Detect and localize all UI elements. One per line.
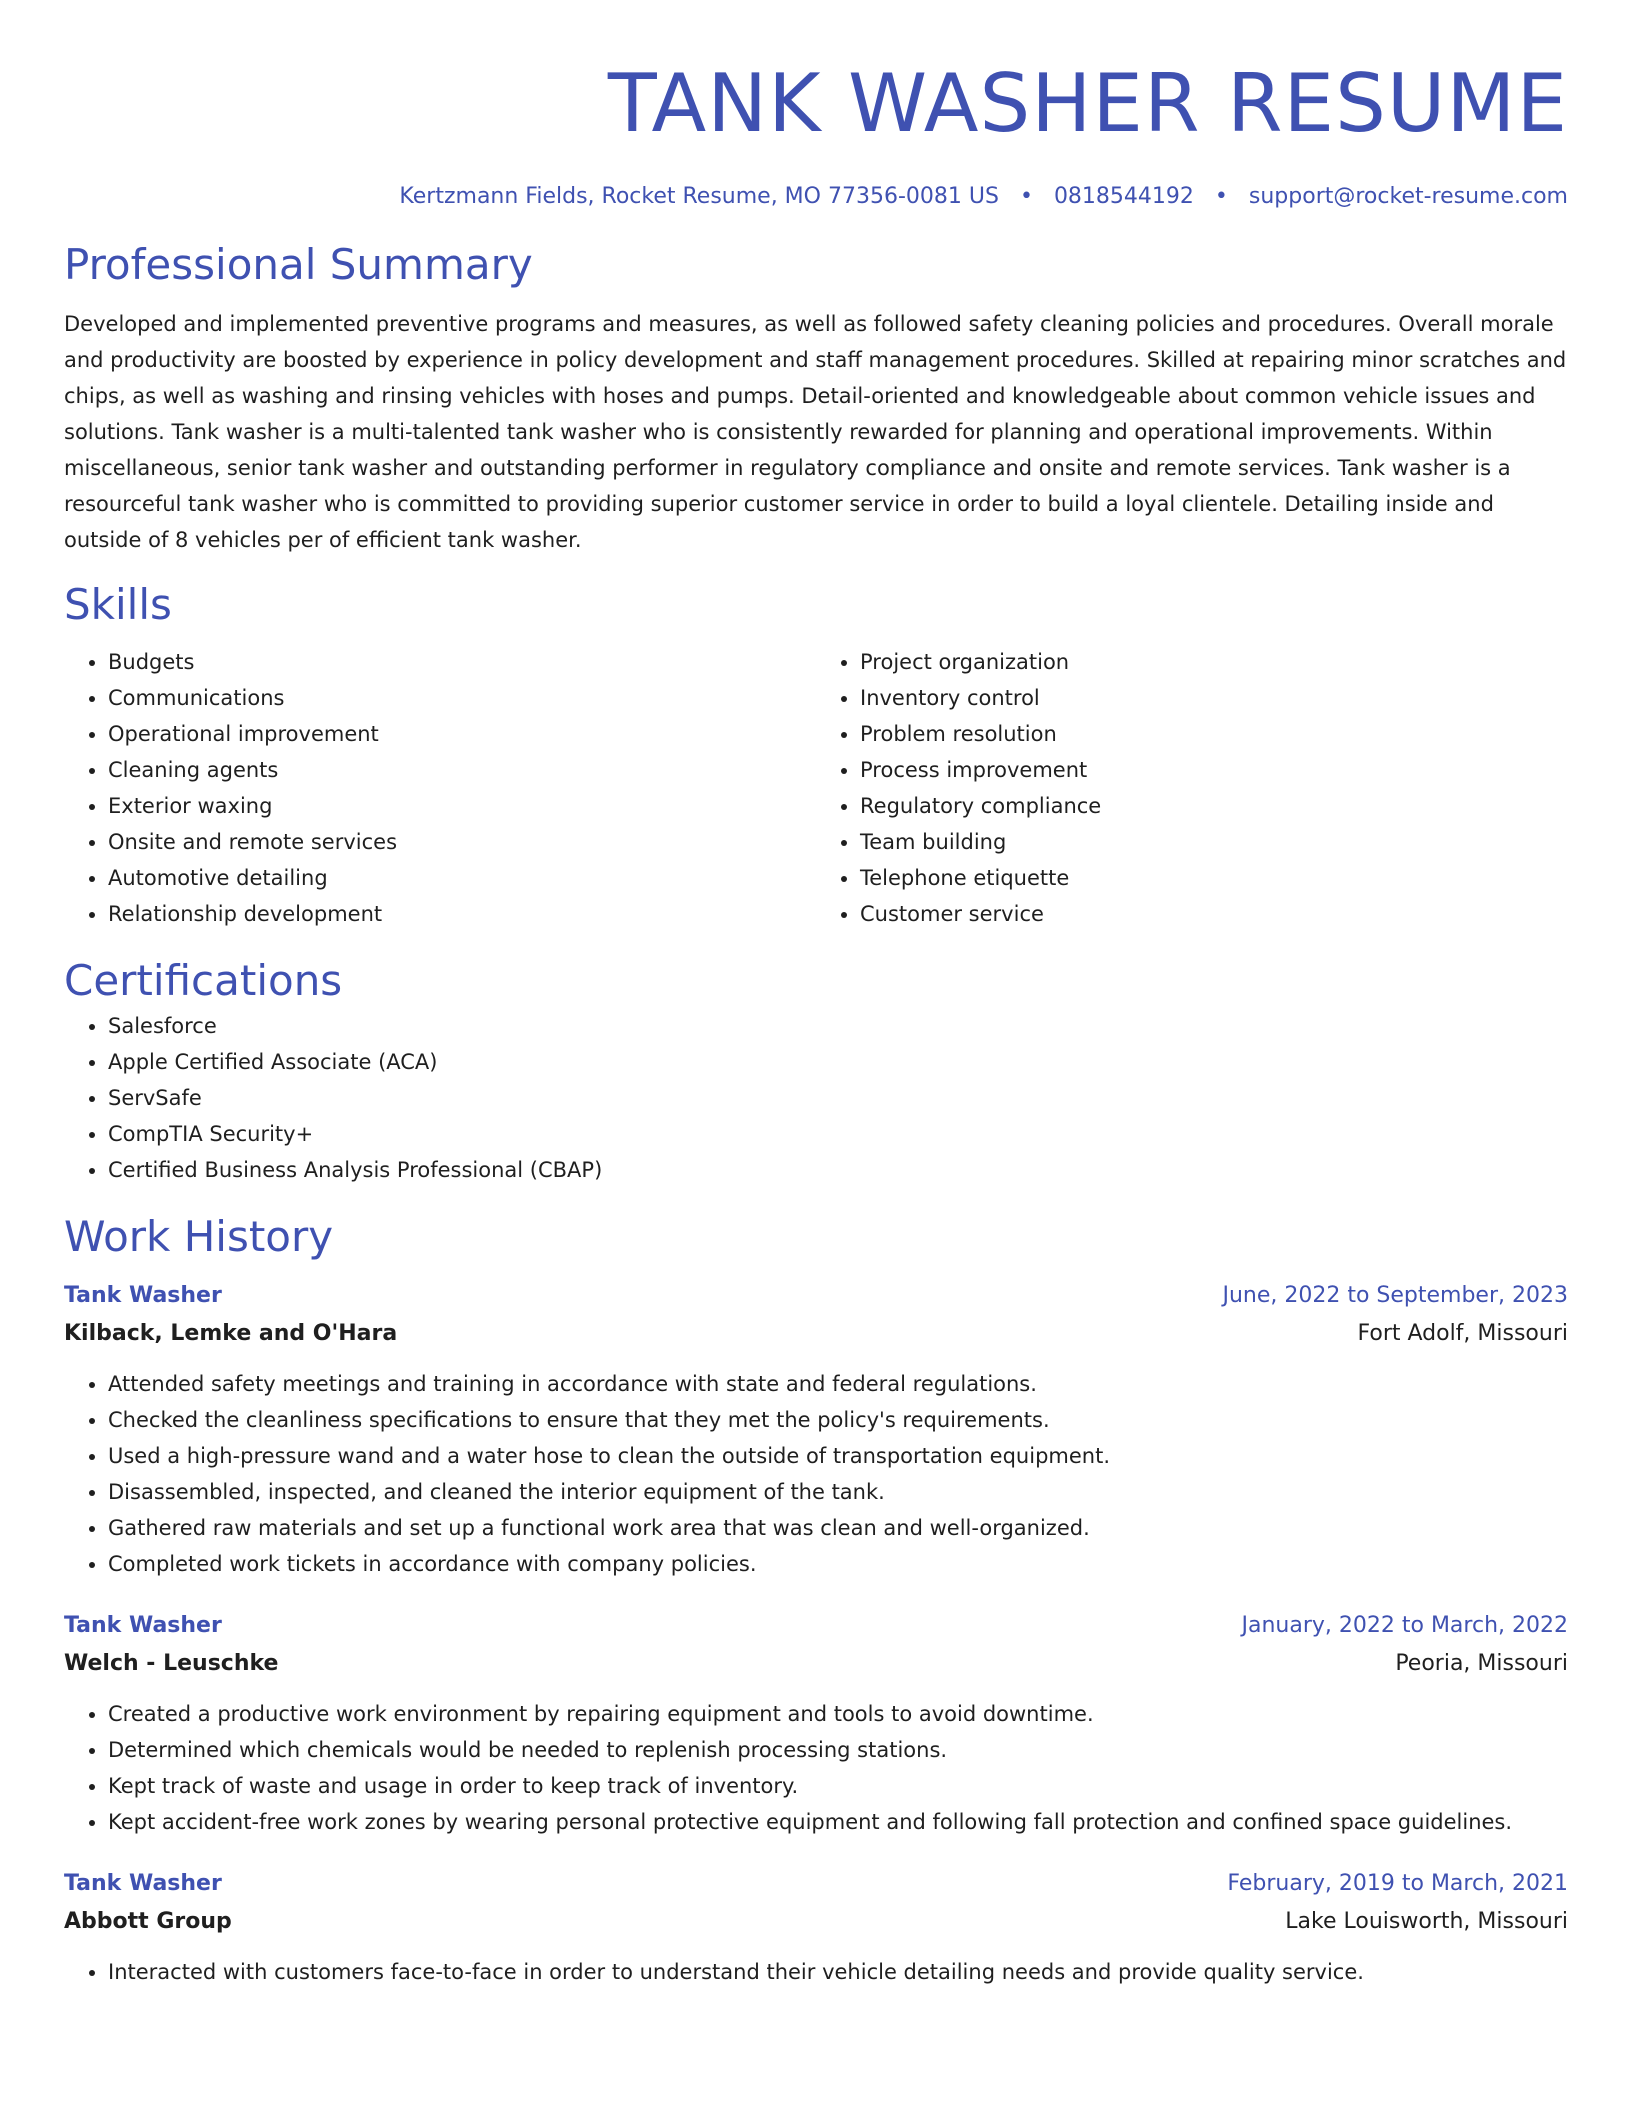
skill-item: • Relationship development — [108, 896, 816, 932]
job-duty-item: • Completed work tickets in accordance with company policies. — [108, 1546, 1568, 1582]
job-company: Kilback, Lemke and O'Hara — [64, 1321, 398, 1346]
skill-item: • Onsite and remote services — [108, 824, 816, 860]
skill-item: • Budgets — [108, 644, 816, 680]
job-header-row — [64, 1608, 1568, 1644]
skill-item: • Telephone etiquette — [860, 860, 1568, 896]
job-duty-item: • Determined which chemicals would be needed to replenish processing stations. — [108, 1732, 1568, 1768]
skill-item: • Project organization — [860, 644, 1568, 680]
job-title: Tank Washer — [64, 1283, 222, 1308]
contact-address: Kertzmann Fields, Rocket Resume, MO 77356-0081 US — [399, 184, 999, 209]
skill-item: • Automotive detailing — [108, 860, 816, 896]
skills-columns — [64, 644, 1568, 932]
job-entry — [64, 1866, 1568, 1990]
contact-line — [64, 182, 1568, 212]
job-header-row — [64, 1278, 1568, 1314]
job-duty-item: • Kept accident-free work zones by wearing personal protective equipment and following fall protection and confined space guidelines. — [108, 1804, 1568, 1840]
job-title: Tank Washer — [64, 1871, 222, 1896]
skill-item: • Team building — [860, 824, 1568, 860]
job-title: Tank Washer — [64, 1613, 222, 1638]
job-dates: June, 2022 to September, 2023 — [1222, 1283, 1568, 1308]
job-dates: February, 2019 to March, 2021 — [1227, 1871, 1568, 1896]
job-duties-list — [64, 1696, 1568, 1840]
certification-item: • Apple Certified Associate (ACA) — [108, 1044, 1568, 1080]
summary-heading: Professional Summary — [64, 240, 533, 289]
skill-item: • Inventory control — [860, 680, 1568, 716]
job-duty-item: • Created a productive work environment by repairing equipment and tools to avoid downtime. — [108, 1696, 1568, 1732]
job-company-row — [64, 1902, 1568, 1942]
skills-list-right — [816, 644, 1568, 932]
certification-item: • ServSafe — [108, 1080, 1568, 1116]
job-company: Welch - Leuschke — [64, 1651, 279, 1676]
resume-title: TANK WASHER RESUME — [607, 57, 1568, 150]
work-history-heading: Work History — [64, 1212, 334, 1261]
job-duties-list — [64, 1366, 1568, 1582]
skill-item: • Problem resolution — [860, 716, 1568, 752]
job-location: Lake Louisworth, Missouri — [1285, 1909, 1568, 1934]
contact-separator: • — [1214, 184, 1228, 209]
job-duty-item: • Interacted with customers face-to-face in order to understand their vehicle detailing needs and provide quality service. — [108, 1954, 1568, 1990]
job-duty-item: • Attended safety meetings and training in accordance with state and federal regulations. — [108, 1366, 1568, 1402]
job-duties-list — [64, 1954, 1568, 1990]
certification-item: • CompTIA Security+ — [108, 1116, 1568, 1152]
job-duty-item: • Disassembled, inspected, and cleaned the interior equipment of the tank. — [108, 1474, 1568, 1510]
job-location: Peoria, Missouri — [1395, 1651, 1568, 1676]
certifications-heading: Certifications — [64, 956, 343, 1005]
summary-text: Developed and implemented preventive programs and measures, as well as followed safety cleaning policies and procedures. Overall morale and productivity are boosted by experience in policy development and staff management procedures. Skilled at repairing minor scratches and chips, as well as washing and rinsing vehicles with hoses and pumps. Detail-oriented and knowledgeable about common vehicle issues and solutions. Tank washer is a multi-talented tank washer who is consistently rewarded for planning and operational improvements. Within miscellaneous, senior tank washer and outstanding performer in regulatory compliance and onsite and remote services. Tank washer is a resourceful tank washer who is committed to providing superior customer service in order to build a loyal clientele. Detailing inside and outside of 8 vehicles per of efficient tank washer. — [64, 312, 1567, 552]
skill-item: • Cleaning agents — [108, 752, 816, 788]
certification-item: • Salesforce — [108, 1008, 1568, 1044]
certification-item: • Certified Business Analysis Professional (CBAP) — [108, 1152, 1568, 1188]
job-duty-item: • Checked the cleanliness specifications to ensure that they met the policy's requirements. — [108, 1402, 1568, 1438]
skill-item: • Communications — [108, 680, 816, 716]
certifications-list — [64, 1008, 1568, 1188]
contact-separator: • — [1019, 184, 1033, 209]
job-company: Abbott Group — [64, 1909, 232, 1934]
job-dates: January, 2022 to March, 2022 — [1241, 1613, 1568, 1638]
job-entry — [64, 1608, 1568, 1840]
job-location: Fort Adolf, Missouri — [1357, 1321, 1568, 1346]
skill-item: • Regulatory compliance — [860, 788, 1568, 824]
skill-item: • Exterior waxing — [108, 788, 816, 824]
job-duty-item: • Kept track of waste and usage in order to keep track of inventory. — [108, 1768, 1568, 1804]
skills-list-left — [64, 644, 816, 932]
contact-email: support@rocket-resume.com — [1248, 184, 1568, 209]
skills-heading: Skills — [64, 580, 172, 629]
job-company-row — [64, 1644, 1568, 1684]
job-company-row — [64, 1314, 1568, 1354]
skill-item: • Operational improvement — [108, 716, 816, 752]
job-duty-item: • Gathered raw materials and set up a functional work area that was clean and well-organized. — [108, 1510, 1568, 1546]
job-duty-item: • Used a high-pressure wand and a water hose to clean the outside of transportation equipment. — [108, 1438, 1568, 1474]
job-header-row — [64, 1866, 1568, 1902]
skill-item: • Process improvement — [860, 752, 1568, 788]
job-entry — [64, 1278, 1568, 1582]
skill-item: • Customer service — [860, 896, 1568, 932]
contact-phone: 0818544192 — [1053, 184, 1194, 209]
